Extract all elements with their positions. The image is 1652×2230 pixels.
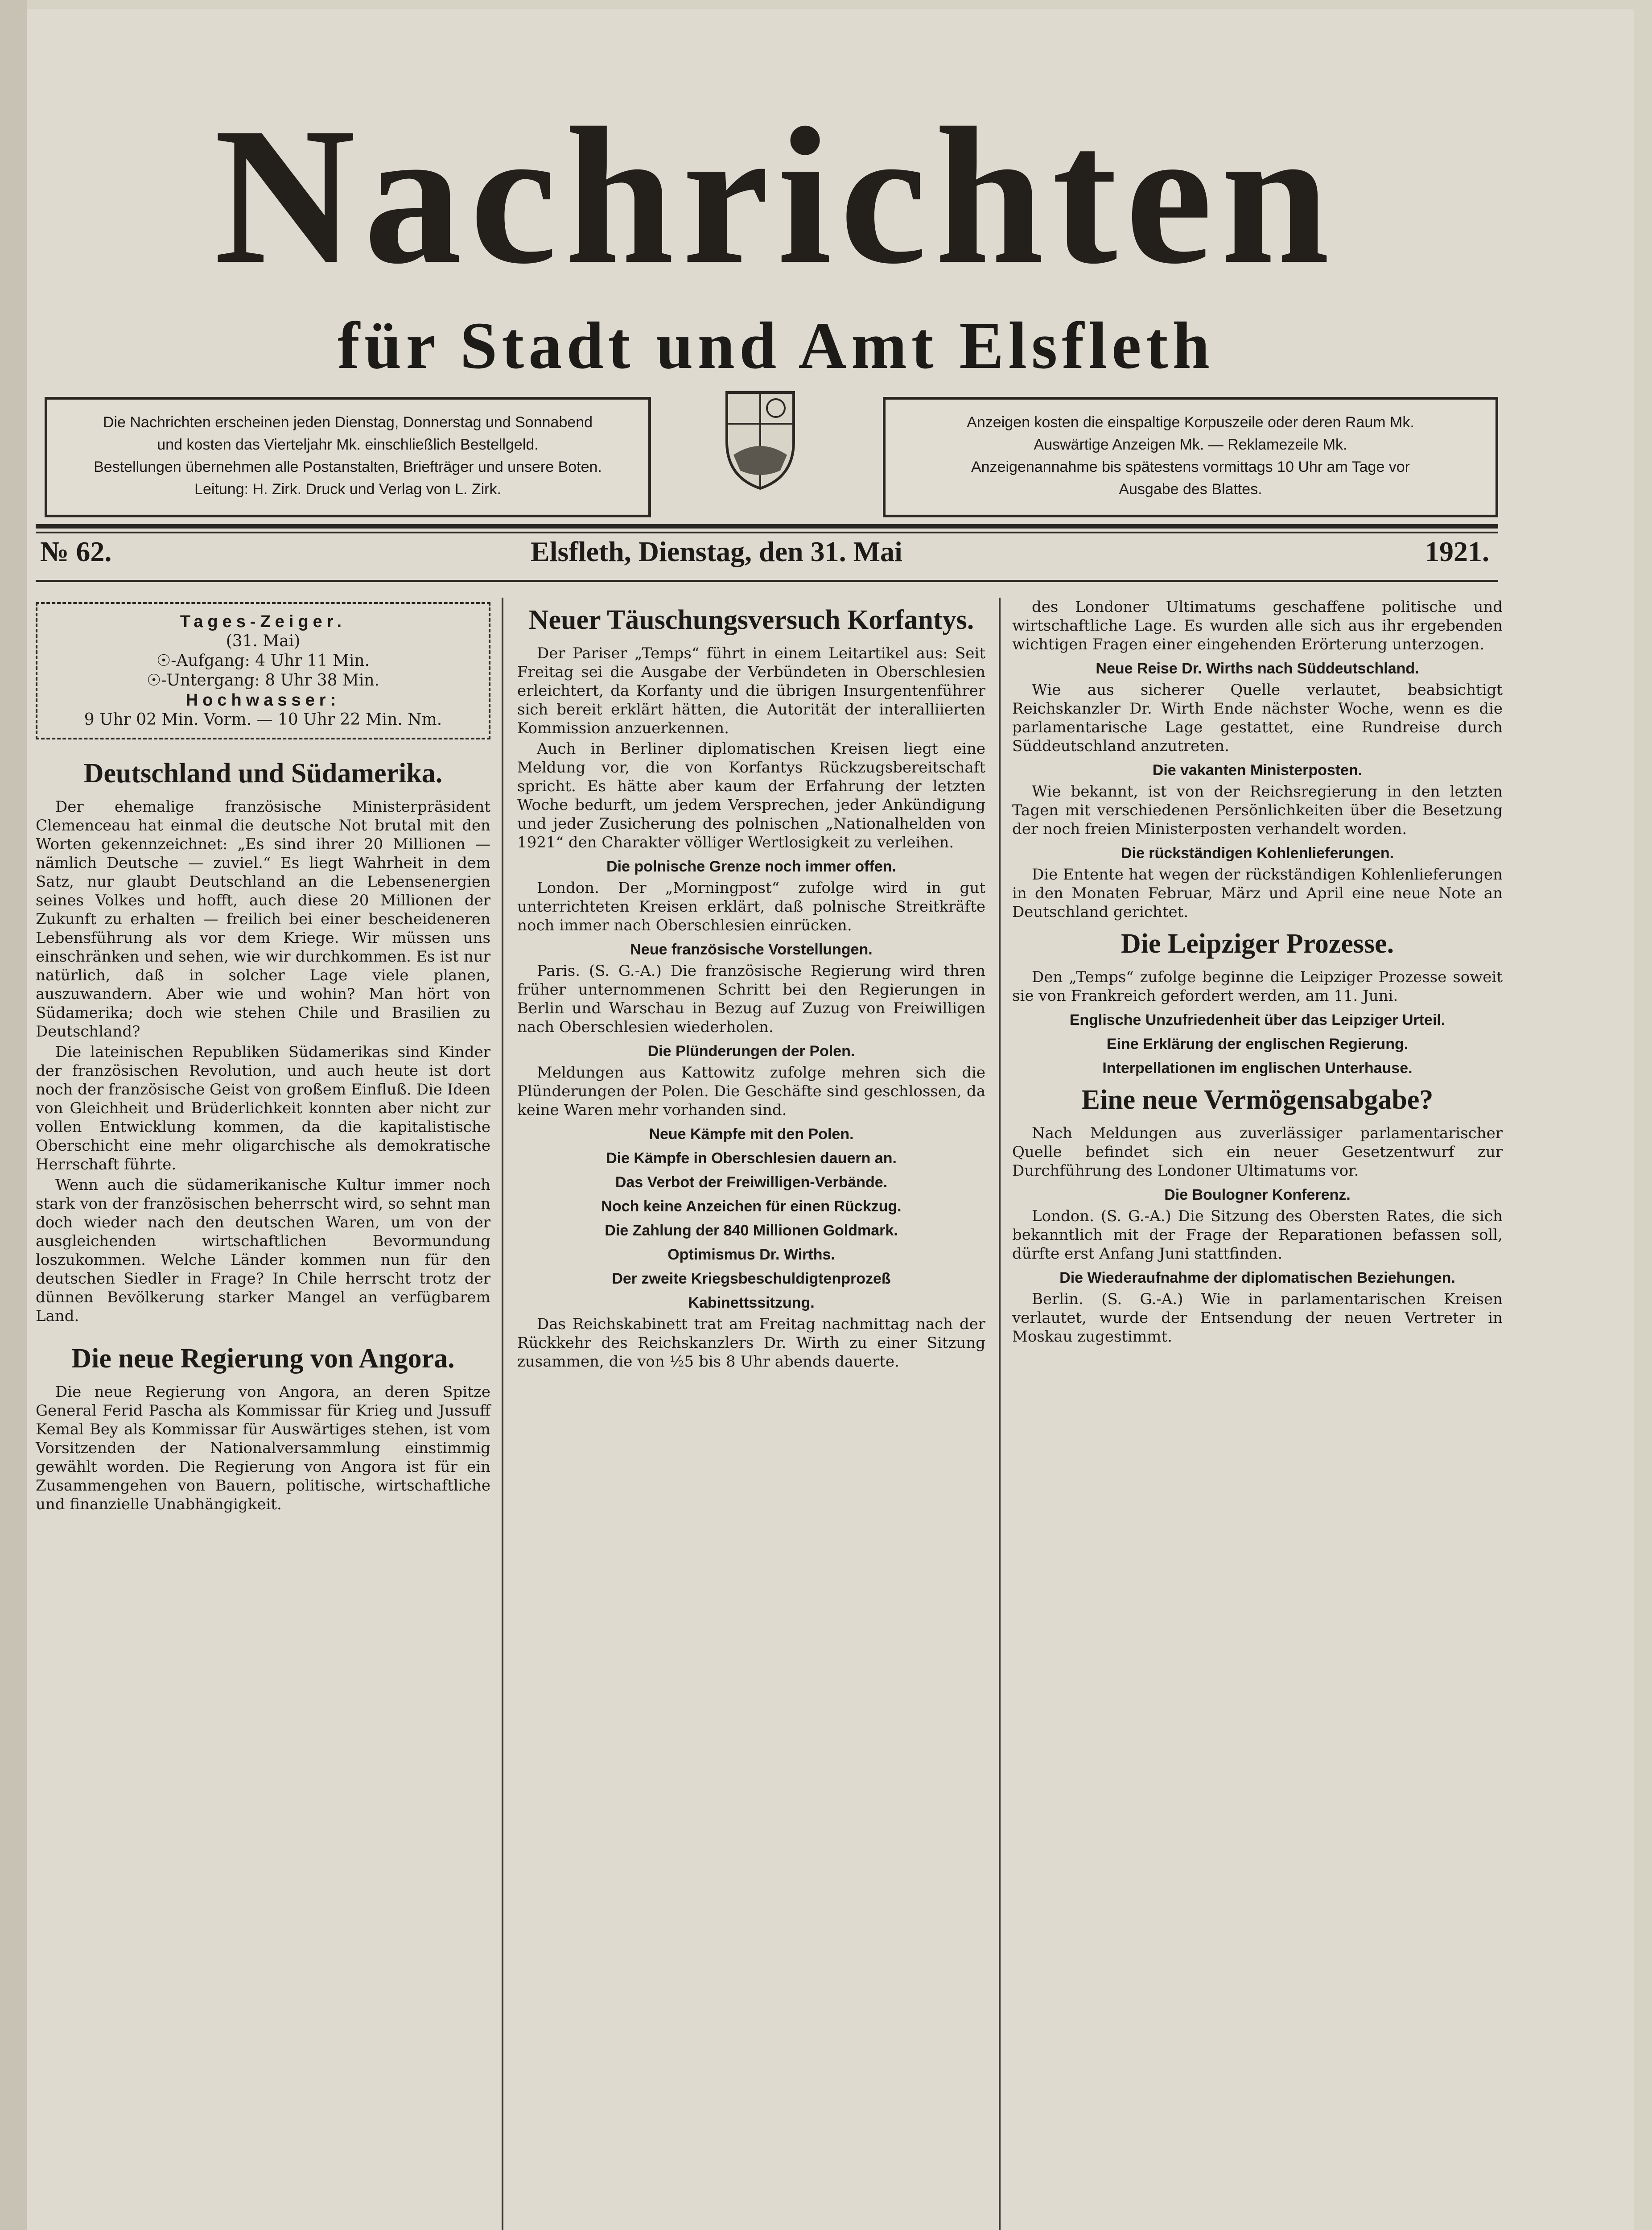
section-heading: Neue französische Vorstellungen.: [630, 941, 873, 958]
year: 1921.: [1425, 536, 1489, 567]
section-heading: Die Kämpfe in Oberschlesien dauern an.: [606, 1150, 897, 1167]
article-paragraph: Wenn auch die südamerikanische Kultur immer noch stark von der französischen beherrscht wird, so sehnt man doch wieder nach den deutschen Waren, um von der ausgleichenden wirtschaftlichen Bevormundung loszukommen. Welche Länder kommen nun für den deutschen Siedler in Frage? In Chile herrscht trotz der dünnen Bevölkerung starker Mangel an verfügbarem Land.: [36, 1176, 490, 1325]
tageszeiger-box: [36, 602, 490, 739]
info-line: Leitung: H. Zirk. Druck und Verlag von L. Zirk.: [194, 481, 501, 498]
article-paragraph: Berlin. (S. G.-A.) Wie in parlamentarischen Kreisen verlautet, wurde der Entsendung der neuen Vertreter in Moskau zugestimmt.: [1012, 1290, 1503, 1346]
dateline: [36, 535, 1498, 580]
place-date: Elsfleth, Dienstag, den 31. Mai: [531, 536, 902, 567]
article-paragraph: Den „Temps“ zufolge beginne die Leipziger Prozesse soweit sie von Frankreich gefordert werden, am 11. Juni.: [1012, 968, 1503, 1005]
page-fold-edge: [0, 0, 27, 2230]
section-heading: Das Verbot der Freiwilligen-Verbände.: [615, 1174, 888, 1191]
article-headline: Eine neue Vermögensabgabe?: [1081, 1085, 1434, 1115]
info-line: Ausgabe des Blattes.: [1119, 481, 1262, 498]
subscription-info-box: [45, 397, 651, 517]
info-line: Anzeigen kosten die einspaltige Korpuszeile oder deren Raum Mk.: [967, 414, 1414, 431]
column-2: [517, 598, 985, 1373]
section-heading: Die Boulogner Konferenz.: [1164, 1186, 1351, 1203]
article-paragraph: Die lateinischen Republiken Südamerikas sind Kinder der französischen Revolution, und auch heute ist dort noch der französische Geist von großem Einfluß. Die Ideen von Gleichheit und Brüderlichkeit konnten aber nicht zur vollen Entwicklung kommen, da die kapitalistische Oberschicht eine mehr oligarchische als demokratische Herrschaft führte.: [36, 1043, 490, 1173]
section-heading: Neue Reise Dr. Wirths nach Süddeutschland.: [1096, 660, 1419, 677]
info-line: Die Nachrichten erscheinen jeden Dienstag, Donnerstag und Sonnabend: [103, 414, 593, 431]
info-line: und kosten das Vierteljahr Mk. einschließlich Bestellgeld.: [157, 436, 539, 453]
info-line: Anzeigenannahme bis spätestens vormittags 10 Uhr am Tage vor: [971, 458, 1410, 475]
article-headline: Die neue Regierung von Angora.: [71, 1343, 455, 1374]
column-3: [1012, 598, 1503, 1348]
newspaper-subtitle: für Stadt und Amt Elsfleth: [338, 309, 1214, 383]
section-heading: Neue Kämpfe mit den Polen.: [649, 1126, 854, 1143]
article-headline: Deutschland und Südamerika.: [83, 758, 443, 789]
tageszeiger-date: (31. Mai): [226, 632, 301, 650]
article-headline: Die Leipziger Prozesse.: [1121, 929, 1394, 959]
article-paragraph: Meldungen aus Kattowitz zufolge mehren sich die Plünderungen der Polen. Die Geschäfte sind geschlossen, da keine Waren mehr vorhanden sind.: [517, 1064, 985, 1119]
section-heading: Die rückständigen Kohlenlieferungen.: [1121, 845, 1394, 862]
high-water-label: Hochwasser:: [185, 691, 341, 710]
article-headline: Neuer Täuschungsversuch Korfantys.: [528, 605, 974, 635]
article-paragraph: des Londoner Ultimatums geschaffene politische und wirtschaftliche Lage. Es wurden alle sich aus ihr ergebenden wichtigen Fragen einer eingehenden Erörterung unterzogen.: [1012, 598, 1503, 653]
issue-number: № 62.: [40, 536, 112, 567]
masthead: [40, 89, 1512, 384]
section-heading: Englische Unzufriedenheit über das Leipziger Urteil.: [1069, 1012, 1446, 1028]
section-heading: Die Plünderungen der Polen.: [647, 1043, 855, 1060]
high-water: 9 Uhr 02 Min. Vorm. — 10 Uhr 22 Min. Nm.: [84, 710, 442, 729]
info-line: Auswärtige Anzeigen Mk. — Reklamezeile Mk.: [1034, 436, 1347, 453]
article-paragraph: Wie aus sicherer Quelle verlautet, beabsichtigt Reichskanzler Dr. Wirth Ende nächster Woche, wenn es die parlamentarische Lage gestattet, eine Rundreise durch Süddeutschland anzutreten.: [1012, 681, 1503, 755]
section-heading: Noch keine Anzeichen für einen Rückzug.: [601, 1198, 902, 1215]
section-heading: Die Wiederaufnahme der diplomatischen Beziehungen.: [1059, 1269, 1455, 1286]
tageszeiger-title: Tages-Zeiger.: [180, 612, 346, 631]
article-paragraph: Der Pariser „Temps“ führt in einem Leitartikel aus: Seit Freitag sei die Ausgabe der Verbündeten in Oberschlesien erleichtert, da Korfanty und die übrigen Insurgentenführer sich bereit erklärt hätten, die Autorität der interalliierten Kommission anzuerkennen.: [517, 644, 985, 737]
article-paragraph: Nach Meldungen aus zuverlässiger parlamentarischer Quelle befindet sich ein neuer Gesetzentwurf zur Durchführung des Londoner Ultimatums vor.: [1012, 1124, 1503, 1180]
section-heading: Eine Erklärung der englischen Regierung.: [1106, 1036, 1409, 1053]
dateline-rule: [36, 580, 1498, 582]
article-paragraph: London. Der „Morningpost“ zufolge wird in gut unterrichteten Kreisen erklärt, daß polnische Streitkräfte noch immer nach Oberschlesien einrücken.: [517, 879, 985, 934]
newspaper-title: Nachrichten: [214, 87, 1338, 305]
article-paragraph: Auch in Berliner diplomatischen Kreisen liegt eine Meldung vor, die von Korfantys Rückzugsbereitschaft spricht. Es hätte aber kaum der Erfahrung der letzten Woche bedurft, um jedem Versprechen, jeder Ankündigung und jeder Zusicherung des polnischen „Nationalhelden von 1921“ den Charakter völliger Wertlosigkeit zu verleihen.: [517, 740, 985, 851]
section-heading: Die polnische Grenze noch immer offen.: [606, 858, 896, 875]
section-heading: Interpellationen im englischen Unterhause.: [1102, 1060, 1413, 1077]
article-paragraph: Der ehemalige französische Ministerpräsident Clemenceau hat einmal die deutsche Not brutal mit den Worten gekennzeichnet: „Es sind ihrer 20 Millionen — nämlich Deutsche — zuviel.“ Es liegt Wahrheit in dem Satz, nur glaubt Deutschland an die Lebensenergien seines Volkes und hofft, auch diese 20 Millionen der Zukunft zu erhalten — freilich bei einer bescheideneren Lebensführung als vor dem Kriege. Wir müssen uns einschränken und sehen, wie wir durchkommen. Es ist nur natürlich, daß in solcher Lage viele planen, auszuwandern. Aber wie und wohin? Man hört von Südamerika; doch wie stehen Chile und Brasilien zu Deutschland?: [36, 798, 490, 1041]
article-paragraph: London. (S. G.-A.) Die Sitzung des Obersten Rates, die sich bekanntlich mit der Frage der Reparationen befassen soll, dürfte erst Anfang Juni stattfinden.: [1012, 1207, 1503, 1263]
sunset: ☉-Untergang: 8 Uhr 38 Min.: [146, 671, 380, 690]
article-paragraph: Die Entente hat wegen der rückständigen Kohlenlieferungen in den Monaten Februar, März und April eine neue Note an Deutschland gerichtet.: [1012, 866, 1503, 921]
section-heading: Optimismus Dr. Wirths.: [667, 1246, 835, 1263]
section-heading: Kabinettssitzung.: [688, 1294, 815, 1311]
article-paragraph: Paris. (S. G.-A.) Die französische Regierung wird thren früher unternommenen Schritt bei den Regierungen in Berlin und Warschau in Bezug auf Zuzug von Freiwilligen nach Oberschlesien wiederholen.: [517, 962, 985, 1036]
advertising-info-box: [883, 397, 1498, 517]
town-crest-icon: [722, 388, 798, 491]
sunrise: ☉-Aufgang: 4 Uhr 11 Min.: [156, 652, 370, 670]
article-paragraph: Das Reichskabinett trat am Freitag nachmittag nach der Rückkehr des Reichskanzlers Dr. Wirth zu einer Sitzung zusammen, die von ½5 bis 8 Uhr abends dauerte.: [517, 1315, 985, 1371]
section-heading: Die vakanten Ministerposten.: [1152, 762, 1363, 779]
column-1: [36, 598, 490, 1516]
header-rule: [36, 524, 1498, 529]
article-paragraph: Die neue Regierung von Angora, an deren Spitze General Ferid Pascha als Kommissar für Krieg und Jussuff Kemal Bey als Kommissar für Auswärtiges stehen, ist vom Vorsitzenden der Nationalversammlung einstimmig gewählt worden. Die Regierung von Angora ist für ein Zusammengehen von Bauern, politische, wirtschaftliche und finanzielle Unabhängigkeit.: [36, 1383, 490, 1513]
article-paragraph: Wie bekannt, ist von der Reichsregierung in den letzten Tagen mit verschiedenen Persönlichkeiten über die Besetzung der noch freien Ministerposten verhandelt worden.: [1012, 783, 1503, 838]
column-rule: [502, 598, 503, 2230]
section-heading: Der zweite Kriegsbeschuldigtenprozeß: [612, 1270, 891, 1287]
header-rule-thin: [36, 532, 1498, 533]
section-heading: Die Zahlung der 840 Millionen Goldmark.: [605, 1222, 898, 1239]
info-line: Bestellungen übernehmen alle Postanstalten, Briefträger und unsere Boten.: [94, 458, 602, 475]
column-rule: [999, 598, 1001, 2230]
